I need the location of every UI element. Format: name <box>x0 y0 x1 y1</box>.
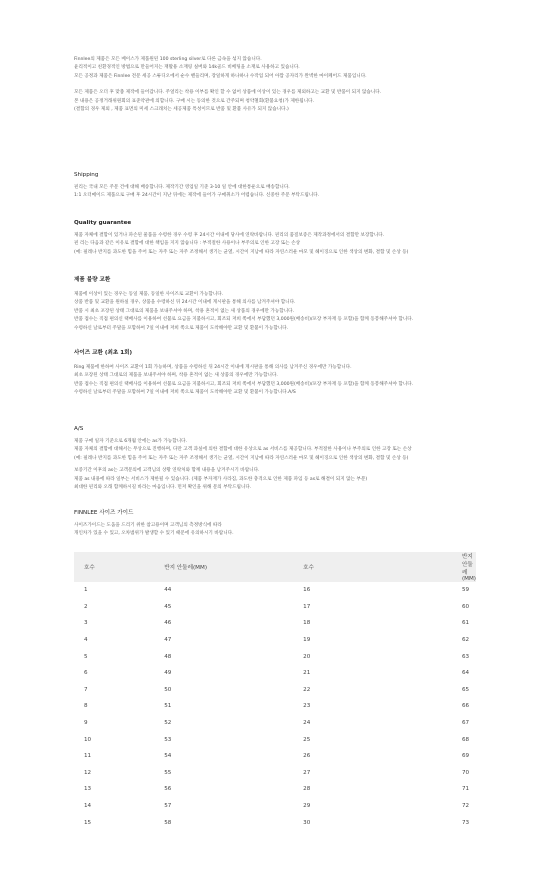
size-number-cell: 9 <box>84 720 88 727</box>
circumference-cell: 73 <box>461 819 470 826</box>
circumference-cell: 53 <box>164 736 172 743</box>
size-number-cell: 26 <box>303 753 311 760</box>
circumference-cell: 52 <box>164 720 172 727</box>
circumference-cell: 60 <box>461 603 470 610</box>
as-section <box>74 424 484 492</box>
circumference-cell: 46 <box>164 620 172 627</box>
size-number-cell: 3 <box>84 620 88 627</box>
size-number-cell: 7 <box>84 686 88 693</box>
table-row <box>74 798 476 815</box>
intro-line: 모든 공정과 제품은 Finnlee 전문 세공 스튜디오에서 순수 핸들리며, 장일하게 하나하나 수작업 되어 아깝 공자리가 완벽한 마이페어드 제품입니다. <box>74 73 367 79</box>
circumference-cell: 68 <box>461 736 470 743</box>
intro-section <box>74 56 484 114</box>
as-line: 제품 as 내용에 따라 일부는 서비스가 제한될 수 있습니다. (제품 부자재가 사라짐, 과도한 충격으로 인한 제품 파임 등 as로 해결이 되지 않는 부분) <box>74 476 368 482</box>
shipping-line: 핀리는 국내 모든 주문 건에 대해 배송합니다. 제작기간 영업일 기준 3-10 일 안에 대한통운으로 배송합니다. <box>74 185 290 190</box>
shipping-section <box>74 170 484 201</box>
circumference-cell: 54 <box>164 753 172 760</box>
as-line: 제품 구매 일자 기준으로 6개월 안에는 as가 가능합니다. <box>74 439 188 444</box>
circumference-cell: 62 <box>461 637 470 644</box>
table-body <box>74 582 476 831</box>
size-guide-section <box>74 508 484 539</box>
circumference-cell: 51 <box>164 703 172 710</box>
circumference-cell: 50 <box>164 686 172 693</box>
size-number-cell: 14 <box>84 803 92 810</box>
header-circumference: 반지 안둘레(MM) <box>164 565 208 571</box>
circumference-cell: 71 <box>461 786 470 793</box>
size-number-cell: 13 <box>84 786 92 793</box>
exchange-line: 반품 접수는 직접 편의신 택배사를 이용하여 선불로 요금을 지불하시고, 회조되 저희 쪽에서 부담했던 3,000원(배송비)/포장 부자재 등 포함)을 함께 동봉해주셔야 합니다. <box>74 317 414 323</box>
size-exchange-line: 반품 접수는 직접 편의신 택배사를 이용하여 선불로 요금을 지불하시고, 회조되 저희 쪽에서 부담했던 3,000원(배송비)/포장 부자재 등 포함)을 함께 동봉해주셔야 합니다. <box>74 381 414 387</box>
size-guide-title: FINNLEE 사이즈 가이드 <box>74 510 134 516</box>
circumference-cell: 57 <box>164 803 172 810</box>
size-number-cell: 29 <box>303 803 311 810</box>
table-row <box>74 698 476 715</box>
circumference-cell: 64 <box>461 670 470 677</box>
size-number-cell: 19 <box>303 637 311 644</box>
size-number-cell: 21 <box>303 670 311 677</box>
size-number-cell: 4 <box>84 637 88 644</box>
size-exchange-title: 사이즈 교환 (최초 1회) <box>74 350 133 356</box>
table-row <box>74 748 476 765</box>
intro-line: 윤리적이고 친환경적인 방법으로 만들어지는 재활용 소재링 실버와 14k골드 비베팅을 소재로 사용하고 있습니다. <box>74 65 300 71</box>
exchange-title: 제품 불량 교환 <box>74 277 111 283</box>
size-number-cell: 22 <box>303 686 311 693</box>
quality-title: Quality guarantee <box>74 220 132 226</box>
table-row <box>74 632 476 649</box>
table-row <box>74 682 476 699</box>
size-exchange-section <box>74 348 484 398</box>
size-number-cell: 28 <box>303 786 311 793</box>
size-number-cell: 2 <box>84 603 88 610</box>
circumference-cell: 47 <box>164 637 172 644</box>
table-row <box>74 715 476 732</box>
exchange-line: 제품에 이상이 있는 경우는 동일 제품, 동일한 사이즈로 교환이 가능합니다. <box>74 292 224 297</box>
intro-line: (결함의 경우 제외 , 제품 표면의 미세 스크래치는 세공제품 특성이므로 반품 및 환불 사유가 되지 않습니다.) <box>74 107 289 113</box>
circumference-cell: 61 <box>461 620 470 627</box>
size-number-cell: 8 <box>84 703 88 710</box>
as-line: 보증기간 이후의 as는 고객문의에 고객님의 상황 연락처와 함께 내용을 남겨주시기 바랍니다. <box>74 468 260 474</box>
header-circumference: 반지 안둘레(MM) <box>461 554 476 582</box>
header-size-number: 호수 <box>303 565 314 571</box>
intro-line: Finnlee의 제품은 모든 베이스가 제품원된 100 sterling silver로 다른 금속을 섞지 않습니다. <box>74 57 262 62</box>
intro-line: 모든 제품은 오더 후 맞춤 제작에 들어갑니다. 주얼리는 착용 이부를 확인 할 수 없어 상품에 이상이 있는 경우를 제외하고는 교환 및 반품이 되지 않습니다. <box>74 90 382 96</box>
size-number-cell: 24 <box>303 720 311 727</box>
circumference-cell: 58 <box>164 819 172 826</box>
size-number-cell: 11 <box>84 753 92 760</box>
circumference-cell: 56 <box>164 786 172 793</box>
shipping-title: Shipping <box>74 172 99 178</box>
size-exchange-line: 최초 포장된 상태 그대로의 제품을 보내주셔야 하며, 착용 흔적이 없는 새 상품의 경우에만 가능합니다. <box>74 373 278 379</box>
size-number-cell: 16 <box>303 587 311 594</box>
size-number-cell: 1 <box>84 587 88 594</box>
size-number-cell: 15 <box>84 819 92 826</box>
table-row <box>74 814 476 831</box>
exchange-section <box>74 275 484 333</box>
circumference-cell: 69 <box>461 753 470 760</box>
table-row <box>74 665 476 682</box>
as-line: (예: 필레나 반지를 과도한 힘을 주어 또는 자주 또는 자주 조정해서 생기는 균열, 시간이 지남에 따라 자연스러운 마모 및 헤이징으로 인한 색상의 변화, 결함 및 손상 등) <box>74 455 409 461</box>
size-guide-line: 개인차가 있을 수 있고, 오차범위가 발생할 수 있기 때문에 유의하시기 바랍니다. <box>74 531 234 537</box>
size-number-cell: 10 <box>84 736 92 743</box>
table-row <box>74 765 476 782</box>
table-row <box>74 648 476 665</box>
circumference-cell: 49 <box>164 670 172 677</box>
size-guide-line: 사이즈가이드는 도움을 드리기 위한 참고용이며 고객님의 측정방식에 따라 <box>74 523 222 528</box>
as-title: A/S <box>74 426 84 432</box>
size-number-cell: 17 <box>303 603 311 610</box>
quality-section <box>74 218 484 257</box>
quality-line: 제품 자체에 결함이 있거나 파손된 물품을 수령한 경우 수령 후 24시간 이내에 당사에 연락바랍니다. 핀리의 품질보증은 제작과정에서의 결함만 보장합니다. <box>74 233 385 238</box>
size-number-cell: 27 <box>303 769 311 776</box>
circumference-cell: 45 <box>164 603 172 610</box>
circumference-cell: 66 <box>461 703 470 710</box>
table-row <box>74 599 476 616</box>
circumference-cell: 44 <box>164 587 172 594</box>
size-number-cell: 12 <box>84 769 92 776</box>
size-number-cell: 5 <box>84 653 88 660</box>
circumference-cell: 70 <box>461 769 470 776</box>
size-number-cell: 25 <box>303 736 311 743</box>
circumference-cell: 59 <box>461 587 470 594</box>
as-line: 제품 자체의 결함에 대해서는 무상으로 진행하며, 다만 고객 과실에 의한 결함에 대한 유상으로 as 서비스를 제공합니다. 부적절한 사용이나 부주의로 인한 고장 또는 손상 <box>74 447 412 453</box>
quality-line: 핀 리는 다음과 같은 이유로 결함에 대한 책임을 지지 않습니다 : 부적절한 사용이나 부주의로 인한 고장 또는 손상 <box>74 241 301 247</box>
circumference-cell: 48 <box>164 653 172 660</box>
size-number-cell: 18 <box>303 620 311 627</box>
shipping-line: 1:1 오더메이드 제품으로 구매 후 24시간이 지난 뒤에는 제작에 들어가 구매취소가 어렵습니다. 신중한 주문 부탁드립니다. <box>74 193 320 199</box>
size-number-cell: 6 <box>84 670 88 677</box>
table-row <box>74 781 476 798</box>
table-row <box>74 731 476 748</box>
circumference-cell: 67 <box>461 720 470 727</box>
table-header-row <box>74 552 476 582</box>
exchange-line: 수령하신 날로부터 주말을 포함하여 7일 이내에 저희 쪽으로 제품이 도착해야만 교환 및 환불이 가능합니다. <box>74 325 289 331</box>
size-exchange-line: Ring 제품에 한하여 사이즈 교환이 1회 가능하며, 상품을 수령하신 뒤 24시간 이내에 게시판을 통해 의사를 남겨주신 경우에만 가능합니다. <box>74 365 352 370</box>
size-number-cell: 23 <box>303 703 311 710</box>
header-size-number: 호수 <box>84 565 95 571</box>
size-number-cell: 20 <box>303 653 311 660</box>
ring-size-table <box>74 552 476 831</box>
circumference-cell: 65 <box>461 686 470 693</box>
as-line: 최대한 핀리와 오래 함께하시길 바라는 마음입니다. 먼저 확인을 위해 문의 부탁드립니다. <box>74 485 252 491</box>
table-row <box>74 615 476 632</box>
size-number-cell: 30 <box>303 819 311 826</box>
size-exchange-line: 수령하신 날로부터 주말을 포함하여 7일 이내에 저희 쪽으로 제품이 도착해야만 교환 및 환불이 가능합니다.A/S <box>74 390 296 396</box>
circumference-cell: 72 <box>461 803 470 810</box>
circumference-cell: 63 <box>461 653 470 660</box>
circumference-cell: 55 <box>164 769 172 776</box>
quality-line: (예: 필레나 반지를 과도한 힘을 주어 또는 자주 또는 자주 조정해서 생기는 균열, 시간이 지남에 따라 자연스러운 마모 및 헤이징으로 인한 색상의 변화, 결함 및 손상 등) <box>74 249 409 255</box>
intro-line: 본 내용은 공정거래위원회의 표준약관에 의합니다. 구매 시는 동의한 것으로 간주되며 청약철회(환불요청)가 제한됩니다. <box>74 98 315 104</box>
exchange-line: 반품 시 최초 포장된 상태 그대로의 제품을 보내주셔야 하며, 착용 흔적이 없는 새 상품의 경우에만 가능합니다. <box>74 308 295 314</box>
exchange-line: 상품 반품 및 교환을 원하실 경우, 상품을 수령하신 뒤 24시간 이내에 게시판을 통해 의사를 남겨주셔야 합니다. <box>74 300 296 306</box>
table-row <box>74 582 476 599</box>
